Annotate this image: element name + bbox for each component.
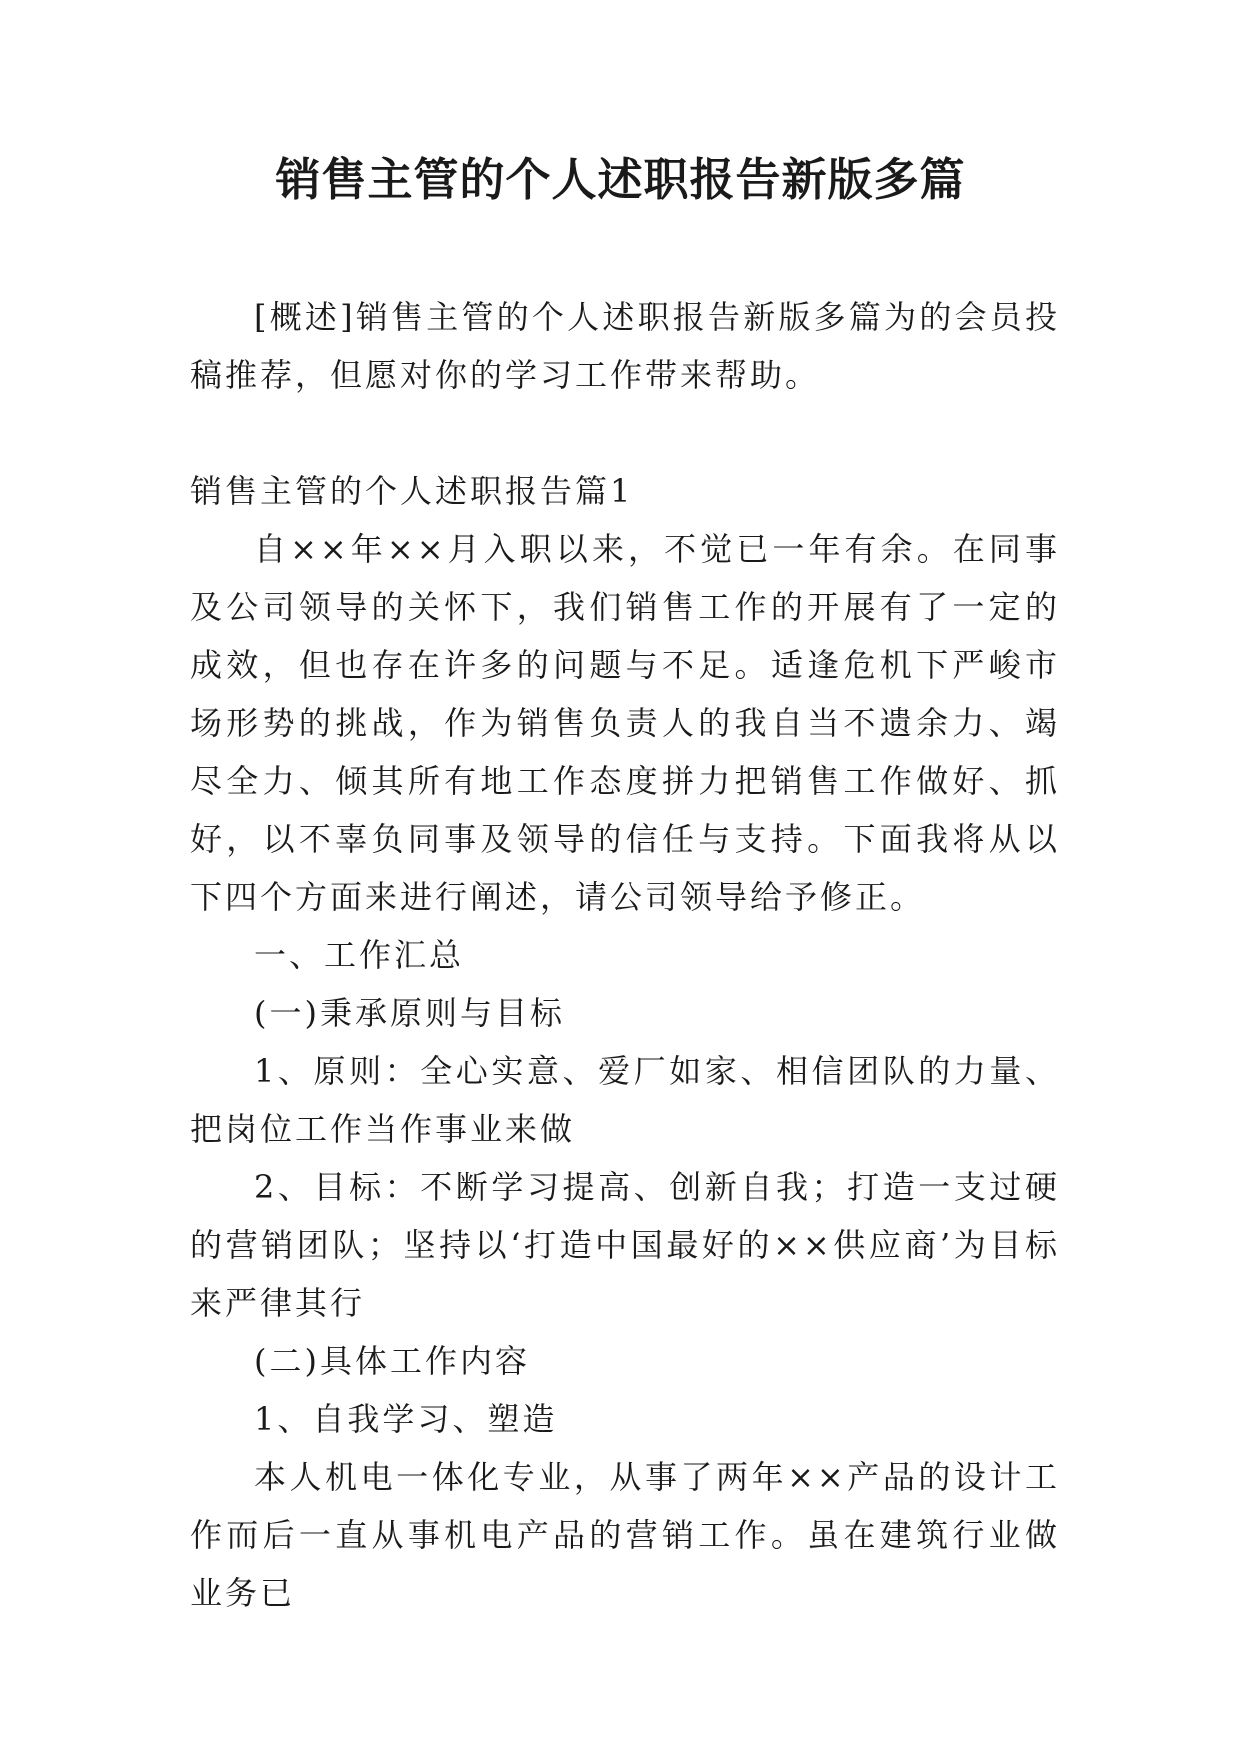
body-paragraph: 自××年××月入职以来，不觉已一年有余。在同事及公司领导的关怀下，我们销售工作的开展有了一定的成效，但也存在许多的问题与不足。适逢危机下严峻市场形势的挑战，作为销售负责人的我自当不遗余力、竭尽全力、倾其所有地工作态度拼力把销售工作做好、抓好，以不辜负同事及领导的信任与支持。下面我将从以下四个方面来进行阐述，请公司领导给予修正。 <box>190 530 1060 916</box>
subheading-work-summary: 一、工作汇总 <box>254 936 465 974</box>
abstract-paragraph: [概述]销售主管的个人述职报告新版多篇为的会员投稿推荐，但愿对你的学习工作带来帮助。 <box>190 298 1060 394</box>
list-item-principle: 1、原则：全心实意、爱厂如家、相信团队的力量、把岗位工作当作事业来做 <box>190 1052 1060 1148</box>
abstract-block <box>190 288 1060 404</box>
section-heading: 销售主管的个人述职报告篇1 <box>190 472 634 510</box>
list-item-self-learning: 1、自我学习、塑造 <box>254 1400 558 1438</box>
subheading-work-content: (二)具体工作内容 <box>254 1342 530 1380</box>
subheading-principles-goals: (一)秉承原则与目标 <box>254 994 565 1032</box>
report-body <box>190 462 1060 1622</box>
document-title: 销售主管的个人述职报告新版多篇 <box>275 153 966 206</box>
list-item-goal: 2、目标：不断学习提高、创新自我；打造一支过硬的营销团队；坚持以‘打造中国最好的××供应商’为目标来严律其行 <box>190 1168 1060 1322</box>
body-paragraph: 本人机电一体化专业，从事了两年××产品的设计工作而后一直从事机电产品的营销工作。虽在建筑行业做业务已 <box>190 1458 1060 1612</box>
